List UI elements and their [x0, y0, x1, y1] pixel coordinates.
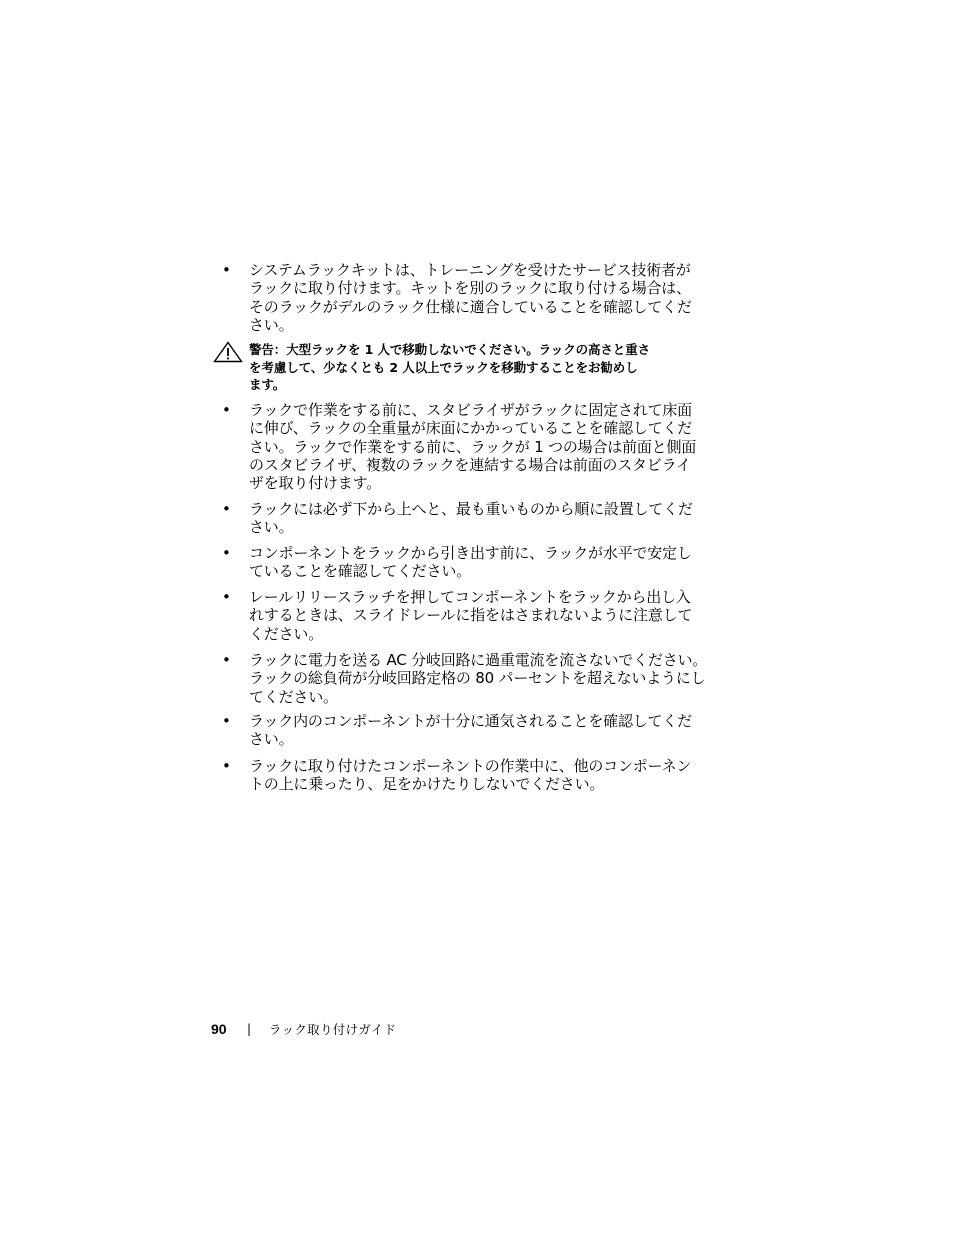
warning-text — [249, 341, 709, 394]
list-item — [222, 757, 718, 794]
bullet-symbol: • — [222, 712, 231, 730]
bullet-symbol: • — [222, 588, 231, 606]
bullet-symbol: • — [222, 757, 231, 775]
list-item-text: ラックに取り付けたコンポーネントの作業中に、他のコンポーネン トの上に乗ったり、足をかけたりしないでください。 — [249, 757, 692, 794]
bullet-symbol: • — [222, 651, 231, 669]
chapter-title: ラック取り付けガイド — [269, 1022, 397, 1037]
list-item-text: システムラックキットは、トレーニングを受けたサービス技術者が ラックに取り付けます。キットを別のラックに取り付ける場合は、 そのラックがデルのラック仕様に適合していることを確認してくだ さい。 — [249, 261, 692, 334]
warning-body: 大型ラックを 1 人で移動しないでください。ラックの高さと重さ を考慮して、少なくとも 2 人以上でラックを移動することをお勧めし ます。 — [249, 342, 651, 392]
bullet-symbol: • — [222, 261, 231, 279]
list-item-text: ラックに電力を送る AC 分岐回路に過重電流を流さないでください。 ラックの総負荷が分岐回路定格の 80 パーセントを超えないようにし てください。 — [249, 651, 708, 706]
page-footer — [211, 1019, 396, 1039]
bullet-symbol: • — [222, 401, 231, 419]
list-item — [222, 712, 718, 749]
list-item — [222, 651, 718, 706]
list-item-text: ラック内のコンポーネントが十分に通気されることを確認してくだ さい。 — [249, 712, 692, 749]
list-item-text: レールリリースラッチを押してコンポーネントをラックから出し入 れするときは、スライドレールに指をはさまれないように注意して ください。 — [249, 588, 693, 643]
bullet-symbol: • — [222, 500, 231, 518]
list-item-text: コンポーネントをラックから引き出す前に、ラックが水平で安定し ていることを確認してください。 — [249, 544, 692, 581]
list-item-text: ラックには必ず下から上へと、最も重いものから順に設置してくだ さい。 — [249, 500, 693, 537]
warning-notice — [213, 341, 718, 394]
list-item — [222, 544, 718, 581]
list-item — [222, 500, 718, 537]
list-item — [222, 401, 718, 492]
list-item — [222, 588, 718, 643]
list-item-text: ラックで作業をする前に、スタビライザがラックに固定されて床面 に伸び、ラックの全重量が床面にかかっていることを確認してくだ さい。ラックで作業をする前に、ラックが 1 つの場合は前面と側面 のスタビライザ、複数のラックを連結する場合は前面のスタビライ ザを取り付けます。 — [249, 401, 697, 493]
list-item — [222, 261, 718, 334]
warning-label: 警告： — [249, 342, 287, 357]
footer-separator: | — [247, 1022, 252, 1036]
warning-triangle-icon — [213, 341, 249, 365]
bullet-symbol: • — [222, 544, 231, 562]
page-number: 90 — [211, 1021, 227, 1037]
